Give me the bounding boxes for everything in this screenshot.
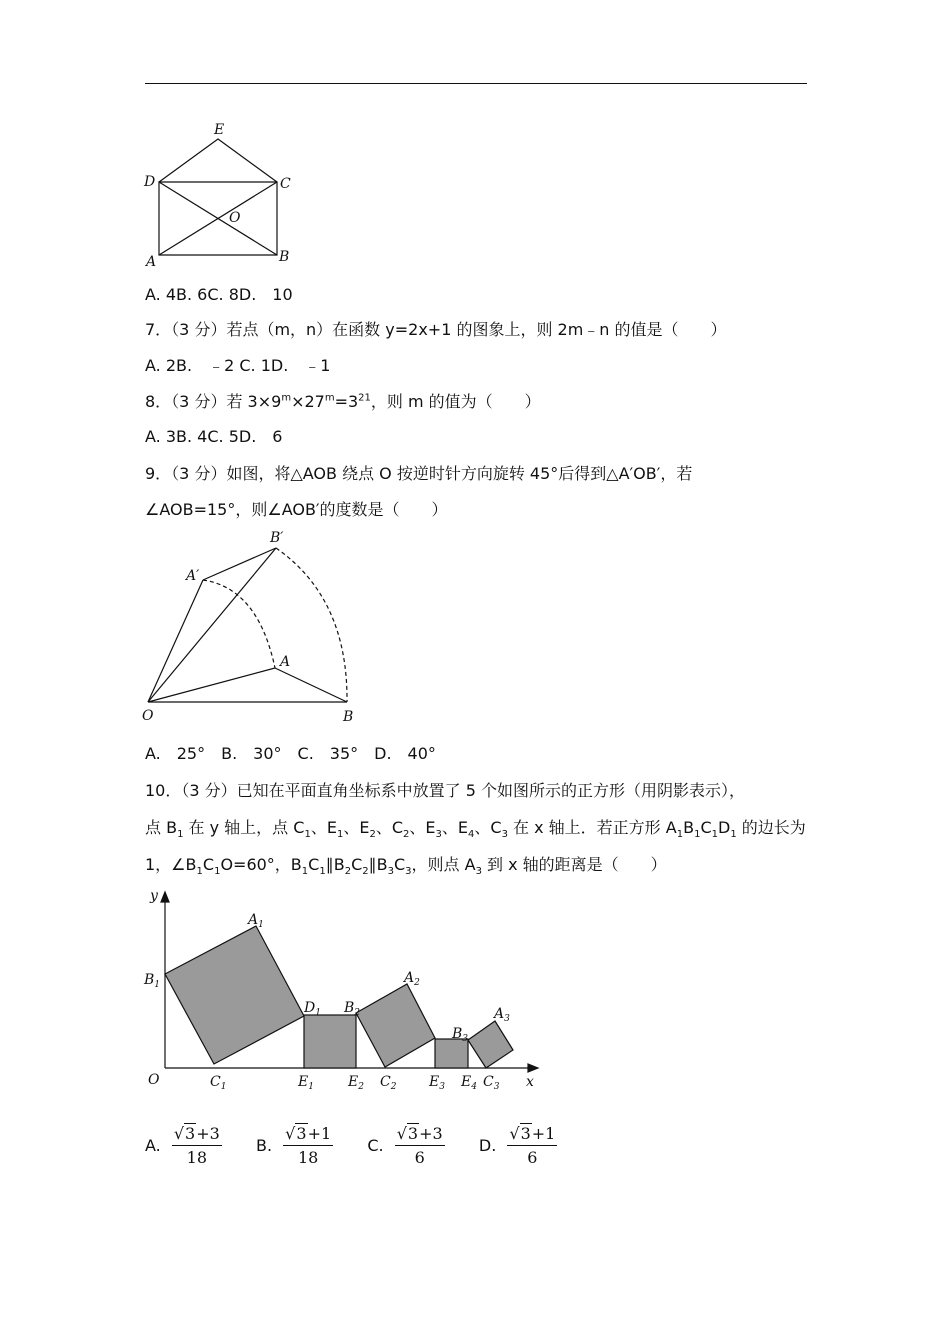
q10-stem-line3: 1，$\angle B_1C_1O=60^\circ$，$B_1C_1\parallel B_2C_2\parallel B_3C_3$，则点 $A_3$ 到 x 轴的距离是（ ） <box>145 855 667 878</box>
roof-dec <box>159 139 277 182</box>
label-e2: $E_2$ <box>348 1074 364 1092</box>
q9-stem-line1: 9．（3 分）如图，将△AOB 绕点 O 按逆时针方向旋转 45°后得到△A′OB′，若 <box>145 464 693 483</box>
label-a: A <box>146 254 157 270</box>
label-o: O <box>229 210 241 226</box>
label-a1: $A_1$ <box>248 912 264 930</box>
option-a-fraction: $\frac{√3+3}{18}$ <box>173 1124 220 1167</box>
square-e1e2 <box>304 1015 356 1068</box>
segment-a-prime-b-prime <box>203 548 276 580</box>
label-a: A <box>280 654 291 670</box>
square-a2b2c2 <box>356 984 435 1067</box>
segment-oa-prime <box>148 580 203 702</box>
label-o: O <box>142 708 154 724</box>
q7-stem: 7．（3 分）若点（m，n）在函数 y=2x+1 的图象上，则 2m﹣n 的值是（ ） <box>145 320 727 339</box>
option-b-fraction: $\frac{√3+1}{18}$ <box>285 1124 332 1167</box>
label-d: D <box>144 174 156 190</box>
segment-ab <box>275 668 347 702</box>
option-d-fraction: $\frac{√3+1}{6}$ <box>509 1124 556 1167</box>
q8-options: A. 3B. 4C. 5D. 6 <box>145 427 283 446</box>
option-a-label: A. <box>145 1136 161 1155</box>
label-e: E <box>214 122 225 138</box>
label-b1: $B_1$ <box>144 972 161 990</box>
option-c-label: C. <box>367 1136 384 1155</box>
q6-options: A. 4B. 6C. 8D. 10 <box>145 285 293 304</box>
q8-stem: 8．（3 分）若 $3\times 9^m\times 27^m=3^{21}$，则 m 的值为（ ） <box>145 392 541 411</box>
label-o: O <box>148 1072 160 1088</box>
label-a2: $A_2$ <box>404 970 420 988</box>
label-b-prime: B′ <box>270 530 284 546</box>
label-e4: $E_4$ <box>461 1074 477 1092</box>
q9-stem-line2: ∠AOB=15°，则∠AOB′的度数是（ ） <box>145 500 448 519</box>
square-a3b3c3 <box>468 1021 513 1068</box>
q9-figure <box>138 528 368 728</box>
label-c: C <box>280 176 291 192</box>
option-b-label: B. <box>256 1136 273 1155</box>
label-e3: $E_3$ <box>429 1074 445 1092</box>
square-a1b1c1d1 <box>165 926 304 1064</box>
q10-options <box>145 1124 563 1167</box>
segment-oa <box>148 668 275 702</box>
option-d-label: D. <box>478 1136 497 1155</box>
q6-figure <box>140 118 310 270</box>
label-d1: $D_1$ <box>304 1000 321 1018</box>
x-axis-arrow <box>528 1064 538 1072</box>
label-b: B <box>343 709 354 725</box>
label-e1: $E_1$ <box>298 1074 314 1092</box>
arc-b-b-prime <box>276 548 347 702</box>
label-b3: $B_3$ <box>452 1026 469 1044</box>
header-rule <box>145 83 807 84</box>
label-c1: $C_1$ <box>210 1074 227 1092</box>
segment-ob-prime <box>148 548 276 702</box>
label-a3: $A_3$ <box>494 1006 510 1024</box>
q10-stem-line1: 10．（3 分）已知在平面直角坐标系中放置了 5 个如图所示的正方形（用阴影表示）， <box>145 781 745 800</box>
q10-figure <box>140 884 550 1094</box>
label-c2: $C_2$ <box>380 1074 397 1092</box>
option-c-fraction: $\frac{√3+3}{6}$ <box>396 1124 443 1167</box>
label-b: B <box>279 249 290 265</box>
label-y: y <box>150 888 158 904</box>
label-c3: $C_3$ <box>483 1074 500 1092</box>
label-x: x <box>526 1074 534 1090</box>
q10-stem-line2: 点 $B_1$ 在 y 轴上，点 $C_1$、$E_1$、$E_2$、$C_2$、$E_3$、$E_4$、$C_3$ 在 x 轴上．若正方形 $A_1B_1C_1D_1$ 的边长为 <box>145 818 806 841</box>
q7-options: A. 2B. ﹣2 C. 1D. ﹣1 <box>145 356 331 375</box>
label-a-prime: A′ <box>186 568 200 584</box>
q9-options: A. 25° B. 30° C. 35° D. 40° <box>145 744 436 763</box>
label-b2: $B_2$ <box>344 1000 361 1018</box>
y-axis-arrow <box>161 892 169 902</box>
